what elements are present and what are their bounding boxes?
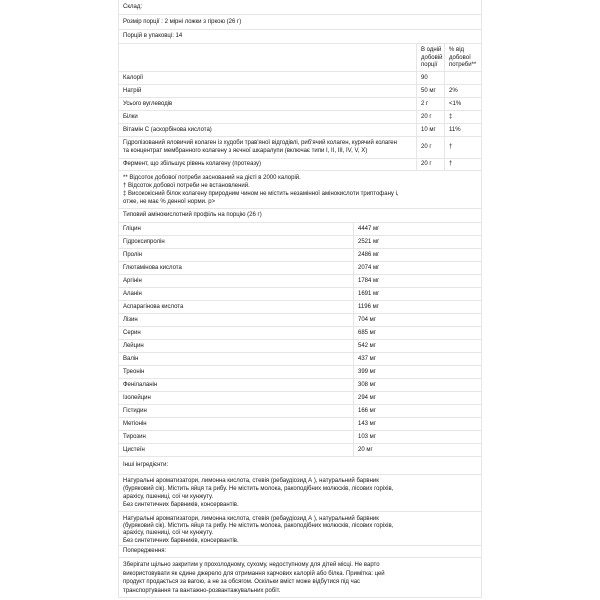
other-ingredients-paragraph-row bbox=[119, 475, 481, 512]
nutrient-name-line: та концентрат мембранного колагену з яєчної шкаралупи (включає типи I, II, III, IV, V, X) bbox=[123, 147, 368, 154]
footnotes-row bbox=[119, 171, 481, 209]
nutrient-row-protein bbox=[119, 111, 481, 124]
amino-name: Ізолейцин bbox=[119, 392, 354, 404]
per-serving-header-line: порції bbox=[421, 62, 438, 68]
amino-amount: 103 мг bbox=[358, 433, 376, 440]
nutrient-daily-value: † bbox=[449, 161, 453, 167]
paragraph-line: (буряковий сік). Містить яйця та рибу. Не містить молока, ракоподібних молюсків, лісових горіхів, bbox=[123, 523, 394, 530]
paragraph-line: Натуральні ароматизатори, лимонна кислота, стевія (ребаудіозид А ), натуральний барвник bbox=[123, 478, 379, 484]
amino-row bbox=[119, 392, 481, 405]
amino-amount: 2486 мг bbox=[358, 251, 380, 258]
nutrient-row-vitamin-c bbox=[119, 124, 481, 137]
warning-text bbox=[119, 558, 481, 597]
amino-name: Пролін bbox=[119, 249, 354, 261]
footnotes bbox=[119, 171, 481, 208]
amino-amount: 4447 мг bbox=[358, 225, 380, 232]
nutrient-name-line: Гідролізований яловичий колаген із худоби трав'яної відгодівлі, риб'ячий колаген, курячий колаген bbox=[123, 140, 397, 146]
amino-row bbox=[119, 249, 481, 262]
amino-amount: 20 мг bbox=[358, 446, 373, 453]
amino-name: Аланін bbox=[119, 288, 354, 300]
warning-heading-row bbox=[119, 546, 481, 558]
nutrient-daily-value: ‡ bbox=[449, 113, 453, 120]
amino-row bbox=[119, 327, 481, 340]
composition-heading: Склад: bbox=[123, 3, 143, 10]
amino-row bbox=[119, 275, 481, 288]
other-ingredients-heading-row bbox=[119, 457, 481, 475]
nutrient-row-calories bbox=[119, 72, 481, 85]
other-ingredients-paragraph-row bbox=[119, 512, 481, 546]
amino-name: Треонін bbox=[119, 366, 354, 378]
nutrient-name: Калорії bbox=[119, 72, 417, 84]
warning-text-row bbox=[119, 558, 481, 598]
warning-line: продукт продається за вагою, а не за обсягом. Оскільки вміст може відбутися під час bbox=[123, 579, 361, 585]
amino-row bbox=[119, 262, 481, 275]
nutrient-name: Фермент, що збільшує рівень колагену (протеазу) bbox=[119, 159, 417, 170]
other-ingredients-heading: Інші інгредієнти: bbox=[123, 462, 169, 468]
nutrient-row-carbohydrates bbox=[119, 98, 481, 111]
per-serving-header bbox=[417, 44, 445, 71]
nutrition-header-row bbox=[119, 44, 481, 72]
servings-per-container: Порцій в упаковці: 14 bbox=[123, 33, 183, 39]
amino-profile-title: Типовий амінокислотний профіль на порцію (26 г) bbox=[123, 212, 262, 218]
paragraph-line: Натуральні ароматизатори, лимонна кислота, стевія (ребаудіозид А ), натуральний барвник bbox=[123, 516, 379, 522]
other-ingredients-paragraph bbox=[119, 475, 481, 511]
amino-name: Фенілаланін bbox=[119, 379, 354, 391]
nutrient-amount: 10 мг bbox=[417, 124, 445, 136]
warning-heading: Попередження: bbox=[123, 548, 167, 554]
amino-name: Гістидин bbox=[119, 405, 354, 417]
footnote: ** Відсоток добової потреби заснований на дієті в 2000 калорій. bbox=[123, 174, 301, 181]
nutrient-name bbox=[119, 137, 417, 158]
amino-amount: 1784 мг bbox=[358, 277, 380, 284]
nutrient-name: Натрій bbox=[119, 85, 417, 97]
amino-amount: 166 мг bbox=[358, 407, 376, 414]
daily-value-header bbox=[445, 44, 481, 71]
amino-row bbox=[119, 379, 481, 392]
amino-name: Гідроксипролін bbox=[119, 236, 354, 248]
amino-name: Тирозин bbox=[119, 431, 354, 443]
amino-name: Глютамінова кислота bbox=[119, 262, 354, 274]
footnote: ‡ Висококісний білок колагену природним чином не містить незамінної амінокислоти триптофану і, bbox=[123, 191, 399, 198]
amino-amount: 294 мг bbox=[358, 394, 376, 401]
paragraph-line: Без синтетичних барвників, консервантів. bbox=[123, 501, 239, 508]
composition-heading-row bbox=[119, 0, 481, 15]
nutrient-amount: 20 г bbox=[417, 111, 445, 123]
amino-row bbox=[119, 353, 481, 366]
nutrient-name: Вітамін C (аскорбінова кислота) bbox=[119, 124, 417, 136]
amino-name: Лізин bbox=[119, 314, 354, 326]
amino-amount: 542 мг bbox=[358, 342, 376, 349]
amino-amount: 2521 мг bbox=[358, 238, 380, 245]
serving-size-row bbox=[119, 15, 481, 30]
per-serving-header-line: добовій bbox=[421, 54, 443, 61]
servings-per-container-row bbox=[119, 30, 481, 44]
warning-line: транспортування та вантажно-розвантажувальних робіт. bbox=[123, 587, 281, 594]
nutrient-name: Усього вуглеводів bbox=[119, 98, 417, 110]
daily-value-header-line: потреби** bbox=[449, 62, 477, 68]
nutrient-daily-value: 11% bbox=[449, 126, 461, 133]
amino-row bbox=[119, 236, 481, 249]
amino-amount: 1691 мг bbox=[358, 290, 380, 297]
warning-line: Зберігати щільно закритим у прохолодному, сухому, недоступному для дітей місці. Не варто bbox=[123, 562, 380, 568]
amino-name: Аспарагінова кислота bbox=[119, 301, 354, 313]
amino-row bbox=[119, 223, 481, 236]
paragraph-line: (буряковий сік). Містить яйця та рибу. Не містить молока, ракоподібних молюсків, лісових горіхів, bbox=[123, 485, 394, 492]
nutrient-daily-value: 2% bbox=[449, 87, 458, 94]
amino-row bbox=[119, 288, 481, 301]
amino-name: Гліцин bbox=[119, 223, 354, 235]
nutrient-daily-value: <1% bbox=[449, 100, 462, 107]
paragraph-line: арахісу, пшениці, сої чи кунжуту. bbox=[123, 530, 214, 537]
amino-amount: 143 мг bbox=[358, 420, 376, 427]
amino-name: Метіонін bbox=[119, 418, 354, 430]
amino-profile-title-row bbox=[119, 209, 481, 223]
amino-row bbox=[119, 366, 481, 379]
nutrient-row-collagen bbox=[119, 137, 481, 159]
per-serving-header-line: В одній bbox=[421, 47, 442, 53]
nutrient-row-enzyme bbox=[119, 159, 481, 171]
nutrient-amount: 50 мг bbox=[417, 85, 445, 97]
nutrition-header-blank bbox=[119, 44, 417, 71]
amino-row bbox=[119, 301, 481, 314]
amino-amount: 685 мг bbox=[358, 329, 376, 336]
paragraph-line: арахісу, пшениці, сої чи кунжуту. bbox=[123, 493, 214, 500]
other-ingredients-paragraph bbox=[119, 512, 481, 545]
amino-amount: 1196 мг bbox=[358, 303, 379, 310]
amino-amount: 437 мг bbox=[358, 355, 376, 362]
nutrient-amount: 90 bbox=[417, 72, 445, 84]
amino-row bbox=[119, 314, 481, 327]
daily-value-header-line: добової bbox=[449, 54, 471, 61]
amino-amount: 399 мг bbox=[358, 368, 376, 375]
amino-name: Аргінін bbox=[119, 275, 354, 287]
amino-row bbox=[119, 405, 481, 418]
footnote: † Відсоток добової потреби не встановлений. bbox=[123, 182, 250, 189]
nutrient-amount: 20 г bbox=[417, 159, 445, 170]
amino-amount: 2074 мг bbox=[358, 264, 380, 271]
amino-name: Цистеїн bbox=[119, 444, 354, 456]
nutrient-row-sodium bbox=[119, 85, 481, 98]
nutrient-amount: 2 г bbox=[417, 98, 445, 110]
amino-amount: 704 мг bbox=[358, 316, 376, 323]
daily-value-header-line: % від bbox=[449, 47, 465, 53]
amino-name: Лейцин bbox=[119, 340, 354, 352]
paragraph-line: Без синтетичних барвників, консервантів. bbox=[123, 537, 239, 544]
nutrient-amount: 20 г bbox=[417, 137, 445, 158]
amino-amount: 308 мг bbox=[358, 381, 376, 388]
nutrient-daily-value: † bbox=[449, 144, 453, 150]
warning-line: використовувати як єдине джерело для отримання харчових калорій або білка. Примітка: цей bbox=[123, 570, 385, 577]
supplement-facts-document bbox=[118, 0, 482, 598]
amino-name: Валін bbox=[119, 353, 354, 365]
amino-row bbox=[119, 418, 481, 431]
amino-row bbox=[119, 431, 481, 444]
amino-row bbox=[119, 340, 481, 353]
footnote: отже, не має % денної норми. p> bbox=[123, 199, 216, 206]
serving-size: Розмір порції : 2 мірні ложки з гіркою (26 г) bbox=[123, 18, 242, 25]
nutrient-name: Білки bbox=[119, 111, 417, 123]
amino-name: Серин bbox=[119, 327, 354, 339]
nutrient-daily-value bbox=[445, 72, 481, 84]
amino-row bbox=[119, 444, 481, 457]
